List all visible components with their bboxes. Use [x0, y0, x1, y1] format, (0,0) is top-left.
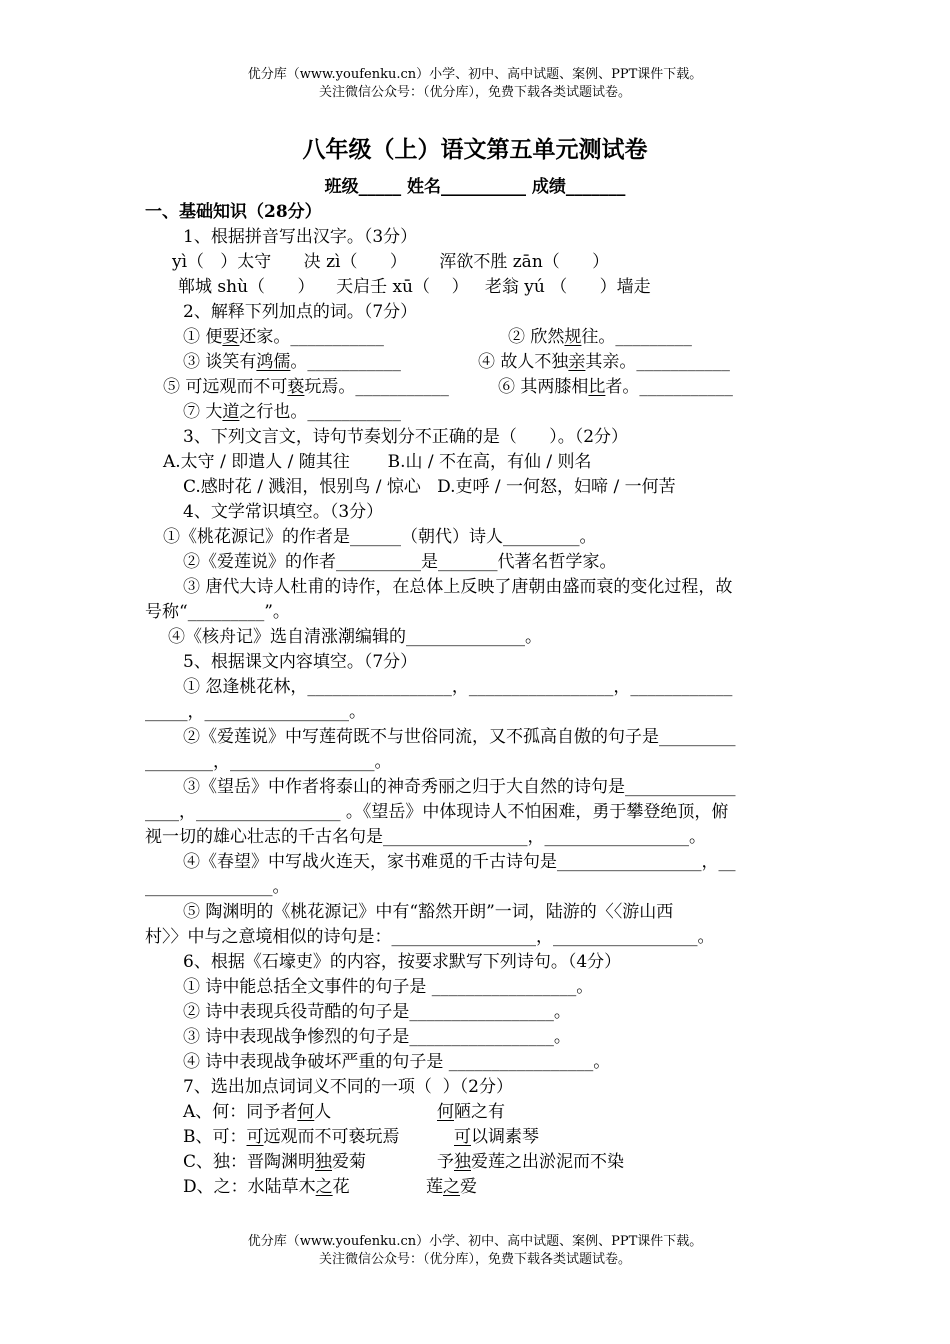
- q5-item-2-line-2: ________，_________________。: [145, 752, 392, 772]
- q2-item-7: ⑦ 大道之行也。___________: [183, 402, 401, 422]
- q7-stem: 7、选出加点词词义不同的一项（ ）（2分）: [183, 1077, 513, 1097]
- student-info-line: 班级_____ 姓名__________ 成绩_______: [324, 177, 626, 197]
- q4-stem: 4、文学常识填空。（3分）: [183, 502, 384, 522]
- dotted-word: 亲: [568, 352, 586, 372]
- q2-item-6: ⑥ 其两膝相比者。___________: [498, 377, 733, 397]
- q4-item-3-line-2: 号称“_________”。: [145, 602, 290, 622]
- q1-row-1: yì（ ）太守 决 zì（ ） 浑欲不胜 zān（ ）: [172, 252, 610, 272]
- q4-item-3-line-1: ③ 唐代大诗人杜甫的诗作，在总体上反映了唐朝由盛而衰的变化过程，故: [183, 577, 733, 597]
- q5-stem: 5、根据课文内容填空。（7分）: [183, 652, 418, 672]
- q2-item-5: ⑤ 可远观而不可亵玩焉。___________: [163, 377, 449, 397]
- q5-item-1-line-2: _____，_________________。: [145, 702, 366, 722]
- dotted-word: 可: [246, 1127, 264, 1147]
- q3-stem: 3、下列文言文，诗句节奏划分不正确的是（ ）。（2分）: [183, 427, 629, 447]
- q5-item-3-line-3: 视一切的雄心壮志的千古名句是_________________，_________________。: [145, 827, 706, 847]
- q6-item-1: ① 诗中能总括全文事件的句子是 _________________。: [183, 977, 594, 997]
- dotted-word: 亵: [287, 377, 305, 397]
- dotted-word: 独: [454, 1152, 471, 1172]
- page-title: 八年级（上）语文第五单元测试卷: [302, 136, 648, 163]
- section-heading: 一、基础知识（28分）: [145, 202, 322, 222]
- q7-option-d-left: D、之：水陆草木之花: [183, 1177, 350, 1197]
- q2-item-2: ② 欣然规往。_________: [508, 327, 692, 347]
- q1-stem: 1、根据拼音写出汉字。（3分）: [183, 227, 418, 247]
- q5-item-4-line-1: ④《春望》中写战火连天，家书难觅的千古诗句是_________________，__: [183, 852, 736, 872]
- q7-option-c-right: 予独爱莲之出淤泥而不染: [437, 1152, 624, 1172]
- q5-item-5-line-1: ⑤ 陶渊明的《桃花源记》中有“豁然开朗”一词，陆游的〈〈游山西: [183, 902, 674, 922]
- q6-item-3: ③ 诗中表现战争惨烈的句子是_________________。: [183, 1027, 571, 1047]
- q7-option-a-left: A、何：同予者何人: [183, 1102, 332, 1122]
- q7-option-b-right: 可以调素琴: [454, 1127, 539, 1147]
- q6-item-4: ④ 诗中表现战争破坏严重的句子是 _________________。: [183, 1052, 611, 1072]
- header-line-2: 关注微信公众号：（优分库），免费下载各类试题试卷。: [318, 85, 631, 100]
- dotted-word: 之: [315, 1177, 333, 1197]
- q7-option-a-right: 何陋之有: [437, 1102, 505, 1122]
- q2-item-4: ④ 故人不独亲其亲。___________: [478, 352, 730, 372]
- q4-item-2: ②《爱莲说》的作者__________是_______代著名哲学家。: [183, 552, 617, 572]
- dotted-word: 可: [454, 1127, 471, 1147]
- q3-options-1: A.太守 / 即遣人 / 随其往 B.山 / 不在高，有仙 / 则名: [163, 452, 592, 472]
- dotted-word: 之: [443, 1177, 460, 1197]
- q1-row-2: 郸城 shù（ ） 天启壬 xū（ ） 老翁 yú （ ）墙走: [178, 277, 651, 297]
- q2-stem: 2、解释下列加点的词。（7分）: [183, 302, 418, 322]
- footer-line-1: 优分库（www.youfenku.cn）小学、初中、高中试题、案例、PPT课件下载。: [247, 1234, 703, 1249]
- dotted-word: 规: [564, 327, 582, 347]
- q5-item-4-line-2: _______________。: [145, 877, 290, 897]
- footer-line-2: 关注微信公众号：（优分库），免费下载各类试题试卷。: [318, 1252, 631, 1267]
- q7-option-b-left: B、可：可远观而不可亵玩焉: [183, 1127, 400, 1147]
- q5-item-5-line-2: 村〉〉中与之意境相似的诗句是：_________________，_________________。: [145, 927, 715, 947]
- dotted-word: 何: [437, 1102, 454, 1122]
- dotted-word: 独: [315, 1152, 333, 1172]
- q2-item-1: ① 便要还家。___________: [183, 327, 384, 347]
- q5-item-3-line-1: ③《望岳》中作者将泰山的神奇秀丽之归于大自然的诗句是_____________: [183, 777, 736, 797]
- dotted-word: 比: [588, 377, 606, 397]
- header-line-1: 优分库（www.youfenku.cn）小学、初中、高中试题、案例、PPT课件下载。: [247, 67, 703, 82]
- q5-item-3-line-2: ____，_________________ 。《望岳》中体现诗人不怕困难，勇于攀登绝顶，俯: [145, 802, 729, 822]
- dotted-word: 道: [222, 402, 240, 422]
- q7-option-c-left: C、独：晋陶渊明独爱菊: [183, 1152, 367, 1172]
- dotted-word: 鸿儒: [256, 352, 291, 372]
- q4-item-1: ①《桃花源记》的作者是______（朝代）诗人_________。: [163, 527, 597, 547]
- q5-item-1-line-1: ① 忽逢桃花林，_________________，_________________，____________: [183, 677, 733, 697]
- dotted-word: 何: [297, 1102, 315, 1122]
- q7-option-d-right: 莲之爱: [426, 1177, 477, 1197]
- q4-item-4: ④《核舟记》选自清涨潮编辑的______________。: [168, 627, 542, 647]
- q6-stem: 6、根据《石壕吏》的内容，按要求默写下列诗句。（4分）: [183, 952, 622, 972]
- dotted-word: 要: [222, 327, 240, 347]
- q5-item-2-line-1: ②《爱莲说》中写莲荷既不与世俗同流，又不孤高自傲的句子是_________: [183, 727, 736, 747]
- q6-item-2: ② 诗中表现兵役苛酷的句子是_________________。: [183, 1002, 571, 1022]
- q2-item-3: ③ 谈笑有鸿儒。___________: [183, 352, 401, 372]
- q3-options-2: C.感时花 / 溅泪，恨别鸟 / 惊心 D.吏呼 / 一何怒，妇啼 / 一何苦: [183, 477, 676, 497]
